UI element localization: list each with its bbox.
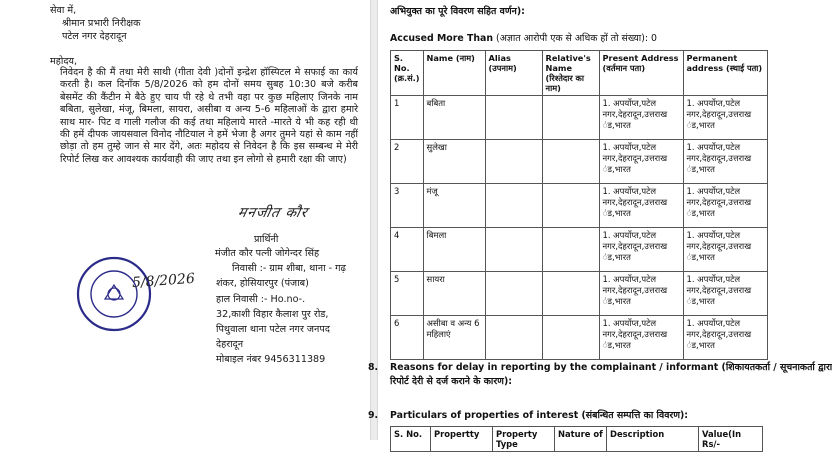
applicant-label: प्रार्थिनी: [254, 234, 279, 245]
applicant-signature: मनजीत कौर: [236, 205, 310, 221]
cell-name: मंजू: [423, 184, 485, 228]
cell-present-address: 1. अपर्योप्त,पटेल नगर,देहरादून,उत्तराख ंड,भारत: [599, 272, 683, 316]
current-address-line4: देहरादून: [216, 339, 244, 350]
prop-col-type: Property Type: [493, 427, 555, 452]
cell-permanent-address: 1. अपर्योप्त,पटेल नगर,देहरादून,उत्तराख ंड,भारत: [683, 272, 767, 316]
accused-heading: अभियुक्त का पूरे विवरण सहित वर्णन):: [390, 6, 525, 17]
property-table: [390, 426, 763, 452]
cell-permanent-address: 1. अपर्योप्त,पटेल नगर,देहरादून,उत्तराख ंड,भारत: [683, 316, 767, 360]
fir-form-page: [368, 0, 832, 449]
cell-alias: [485, 96, 542, 140]
cell-sno: 5: [391, 272, 424, 316]
cell-permanent-address: 1. अपर्योप्त,पटेल नगर,देहरादून,उत्तराख ंड,भारत: [683, 228, 767, 272]
cell-permanent-address: 1. अपर्योप्त,पटेल नगर,देहरादून,उत्तराख ंड,भारत: [683, 184, 767, 228]
cell-permanent-address: 1. अपर्योप्त,पटेल नगर,देहरादून,उत्तराख ंड,भारत: [683, 140, 767, 184]
cell-sno: 2: [391, 140, 424, 184]
prop-col-description: Description: [607, 427, 699, 452]
cell-sno: 4: [391, 228, 424, 272]
prop-col-sno: S. No.: [391, 427, 431, 452]
permanent-address-line1: निवासी :- ग्राम शीबा, थाना - गढ़: [232, 263, 346, 274]
prop-col-nature: Nature of: [555, 427, 607, 452]
stamp-handwriting: 5/8/2026: [131, 270, 196, 292]
section8-number: 8.: [368, 362, 379, 373]
cell-relative: [542, 184, 599, 228]
cell-alias: [485, 316, 542, 360]
current-address-line2: 32,काशी विहार कैलाश पुर रोड,: [216, 309, 329, 320]
applicant-name: मंजीत कौर पत्नी जोगेन्दर सिंह: [215, 248, 320, 259]
addressee-line2: पटेल नगर देहरादून: [62, 31, 127, 42]
cell-name: बिमला: [423, 228, 485, 272]
table-row: [391, 140, 768, 184]
cell-alias: [485, 184, 542, 228]
mobile-number: मोबाइल नंबर 9456311389: [216, 354, 326, 365]
permanent-address-line2: शंकर, होसियारपुर (पंजाब): [216, 278, 309, 289]
cell-sno: 6: [391, 316, 424, 360]
cell-present-address: 1. अपर्योप्त,पटेल नगर,देहरादून,उत्तराख ंड,भारत: [599, 316, 683, 360]
cell-permanent-address: 1. अपर्योप्त,पटेल नगर,देहरादून,उत्तराख ंड,भारत: [683, 96, 767, 140]
cell-alias: [485, 140, 542, 184]
letter-body: निवेदन है की मैं तथा मेरी साथी (गीता देवी )दोनों इन्द्रेश हॉस्पिटल मे सफाई का कार्य करती है। कल दिनाँक 5/8/2026 को हम दोनों समय सुबह 10:30 बजे करीब बेसमेंट की कैंटीन मे बैठे हुए चाय पी रहे थे तभी वहा पर कुछ महिलाए जिनके नाम बबिता, सुलेखा, मंजू, बिमला, सायरा, असीबा व अन्य 5-6 महिलाओं के द्वारा हमारे साथ मार- पिट व गाली गलौज की कई तथा महिलाये मारते -मारते ये भी कह रही थी की हमें दीपक जायसवाल विनोद नौटियाल ने हमें भेजा है अगर तुमने यहां से काम नहीं छोड़ा तो हम तुम्हे जान से मार देंगे, अतः महोदय से निवेदन है कि इस सम्बन्ध मे मेरी रिपोर्ट लिख कर आवश्यक कार्यवाही की जाए तथा इन लोगो से हमारी रक्षा की जाए): [60, 67, 358, 165]
col-present-address: Present Address (वर्तमान पता): [599, 51, 683, 96]
cell-name: असीबा व अन्य 6 महिलाएं: [423, 316, 485, 360]
table-row: [391, 184, 768, 228]
col-sno: S. No. (क्र.सं.): [391, 51, 424, 96]
accused-table-header: [391, 51, 768, 96]
page-divider: [370, 0, 378, 440]
cell-name: सुलेखा: [423, 140, 485, 184]
cell-relative: [542, 228, 599, 272]
cell-present-address: 1. अपर्योप्त,पटेल नगर,देहरादून,उत्तराख ंड,भारत: [599, 96, 683, 140]
cell-alias: [485, 228, 542, 272]
accused-more-than-row: [390, 33, 657, 45]
accused-more-than-hindi: (अज्ञात आरोपी एक से अधिक हों तो संख्या):: [496, 33, 649, 44]
table-row: [391, 316, 768, 360]
col-permanent-address: Permanent address (स्थाई पता): [683, 51, 767, 96]
section8-text-line2: रिपोर्ट देरी से दर्ज कराने के कारण):: [390, 376, 512, 387]
col-name: Name (नाम): [423, 51, 485, 96]
cell-sno: 3: [391, 184, 424, 228]
cell-present-address: 1. अपर्योप्त,पटेल नगर,देहरादून,उत्तराख ंड,भारत: [599, 228, 683, 272]
current-address-line3: पिथुवाला थाना पटेल नगर जनपद: [216, 324, 330, 335]
section9-number: 9.: [368, 410, 379, 421]
cell-present-address: 1. अपर्योप्त,पटेल नगर,देहरादून,उत्तराख ंड,भारत: [599, 184, 683, 228]
section8-text-line1: Reasons for delay in reporting by the complainant / informant (शिकायतकर्ता / सूचनाकर्ता द्वारा: [390, 362, 832, 373]
complaint-letter: [0, 0, 370, 440]
salutation-to: सेवा में,: [50, 5, 77, 16]
cell-present-address: 1. अपर्योप्त,पटेल नगर,देहरादून,उत्तराख ंड,भारत: [599, 140, 683, 184]
cell-relative: [542, 140, 599, 184]
col-relative: Relative's Name (रिश्तेदार का नाम): [542, 51, 599, 96]
section9-text: Particulars of properties of interest (संबन्धित सम्पत्ति का विवरण):: [390, 410, 689, 421]
cell-sno: 1: [391, 96, 424, 140]
cell-alias: [485, 272, 542, 316]
accused-table: [390, 50, 768, 360]
table-row: [391, 272, 768, 316]
prop-col-property: Propertty: [431, 427, 493, 452]
property-table-header: [391, 427, 763, 452]
cell-relative: [542, 316, 599, 360]
greeting: महोदय,: [50, 56, 78, 67]
addressee-line1: श्रीमान प्रभारी निरीक्षक: [62, 18, 141, 29]
prop-col-value: Value(In Rs/-: [699, 427, 763, 452]
accused-more-than-value: 0: [651, 33, 658, 44]
col-alias: Alias (उपनाम): [485, 51, 542, 96]
police-stamp-icon: [75, 255, 153, 333]
cell-name: बबिता: [423, 96, 485, 140]
cell-name: सायरा: [423, 272, 485, 316]
current-address-line1: हाल निवासी :- Ho.no-.: [216, 294, 306, 305]
accused-more-than-label: Accused More Than: [390, 33, 494, 44]
cell-relative: [542, 96, 599, 140]
table-row: [391, 96, 768, 140]
cell-relative: [542, 272, 599, 316]
table-row: [391, 228, 768, 272]
